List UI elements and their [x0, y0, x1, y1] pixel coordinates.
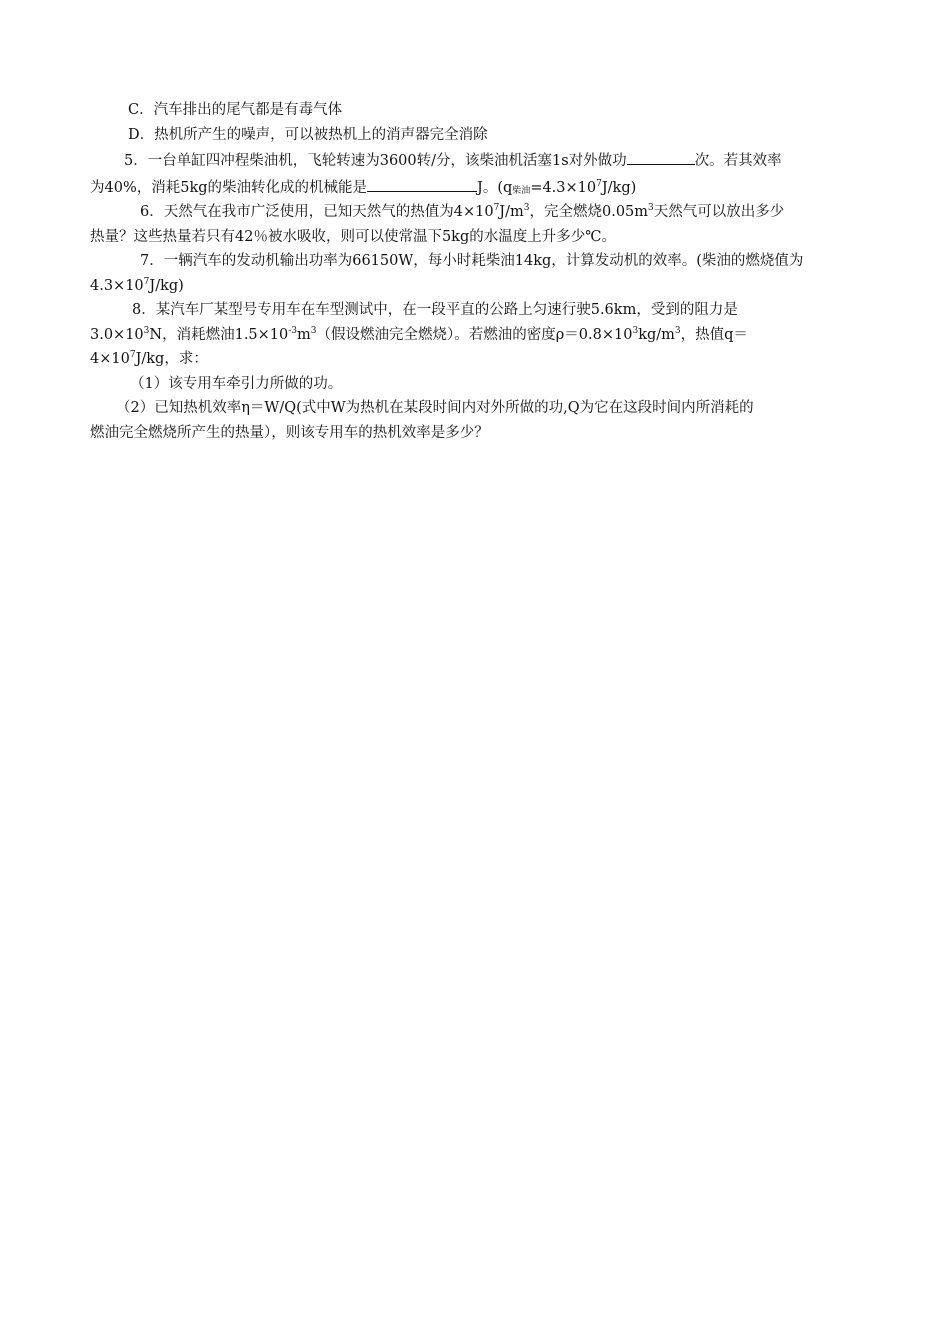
question-8-sub-2-line-1 — [90, 396, 860, 421]
q8-sub-2-text-a: （2）已知热机效率η＝W/Q(式中W为热机在某段时间内对外所做的功,Q为它在这段时间内所消耗的 — [116, 400, 754, 416]
q8-text-b: 3.0×10 — [90, 326, 144, 343]
q8-sup-2: -3 — [288, 325, 298, 336]
q5-text-b: 次。若其效率 — [694, 153, 782, 169]
q6-text-a: 6．天然气在我市广泛使用，已知天然气的热值为4×10 — [140, 204, 494, 220]
q6-text-e: 热量？这些热量若只有42％被水吸收，则可以使常温下5kg的水温度上升多少℃。 — [90, 228, 616, 245]
q5-superscript: 7 — [596, 178, 602, 189]
q8-sup-1: 3 — [143, 325, 150, 336]
q8-sup-4: 3 — [632, 325, 639, 336]
question-8-line-2 — [90, 323, 860, 348]
q5-text-c: 为40%，消耗5kg的柴油转化成的机械能是 — [90, 179, 368, 196]
q8-text-a: 8．某汽车厂某型号专用车在车型测试中，在一段平直的公路上匀速行驶5.6km，受到的阻力是 — [132, 302, 738, 318]
question-7-line-2 — [90, 274, 860, 299]
document-content — [90, 98, 860, 445]
q6-sup-2: 3 — [523, 203, 530, 213]
q5-answer-blank-1[interactable] — [627, 147, 695, 165]
q6-sup-3: 3 — [648, 203, 654, 213]
q8-text-h: 4×10 — [90, 351, 130, 367]
q6-text-d: 天然气可以放出多少 — [653, 204, 785, 220]
q5-subscript: 柴油 — [512, 185, 531, 196]
question-5-line-1 — [90, 147, 860, 174]
q8-sup-6: 7 — [129, 350, 136, 360]
q8-sub-2-text-b: 燃油完全燃烧所产生的热量），则该专用车的热机效率是多少？ — [90, 424, 489, 441]
question-6-line-1 — [90, 200, 860, 225]
q8-text-e: （假设燃油完全燃烧）。若燃油的密度ρ＝0.8×10 — [316, 326, 633, 343]
q6-text-c: ，完全燃烧0.05m — [529, 204, 649, 220]
q8-sup-3: 3 — [310, 325, 317, 336]
q6-text-b: J/m — [499, 204, 524, 220]
q8-text-c: N，消耗燃油1.5×10 — [149, 326, 289, 343]
option-d-text: D．热机所产生的噪声，可以被热机上的消声器完全消除 — [128, 126, 488, 143]
q5-answer-blank-2[interactable] — [367, 174, 477, 192]
q5-text-e: =4.3×10 — [530, 179, 597, 196]
q6-sup-1: 7 — [493, 203, 500, 213]
question-8-sub-2-line-2 — [90, 421, 860, 446]
option-c — [90, 98, 860, 123]
option-c-text: C．汽车排出的尾气都是有毒气体 — [128, 102, 343, 118]
q8-text-d: m — [297, 326, 311, 343]
question-8-line-1 — [90, 298, 860, 323]
q8-text-g: ，热值q＝ — [680, 326, 748, 343]
q8-sub-1-text: （1）该专用车牵引力所做的功。 — [130, 375, 343, 392]
question-8-sub-1 — [90, 372, 860, 397]
question-8-line-3 — [90, 347, 860, 372]
q8-text-i: J/kg，求： — [135, 351, 208, 367]
q8-text-f: kg/m — [638, 326, 675, 343]
question-7-line-1 — [90, 249, 860, 274]
q7-text-b: 4.3×10 — [90, 277, 144, 294]
question-5-line-2 — [90, 174, 860, 201]
q7-sup: 7 — [143, 276, 150, 287]
question-6-line-2 — [90, 225, 860, 250]
q7-text-c: J/kg) — [149, 277, 184, 294]
q8-sup-5: 3 — [674, 325, 681, 336]
q5-text-d: J。(q — [477, 179, 513, 196]
q5-text-f: J/kg) — [601, 179, 637, 196]
option-d — [90, 123, 860, 148]
q5-text-a: 5．一台单缸四冲程柴油机，飞轮转速为3600转/分，该柴油机活塞1s对外做功 — [124, 153, 627, 169]
q7-text-a: 7．一辆汽车的发动机输出功率为66150W，每小时耗柴油14kg，计算发动机的效率。(柴油的燃烧值为 — [140, 253, 804, 269]
